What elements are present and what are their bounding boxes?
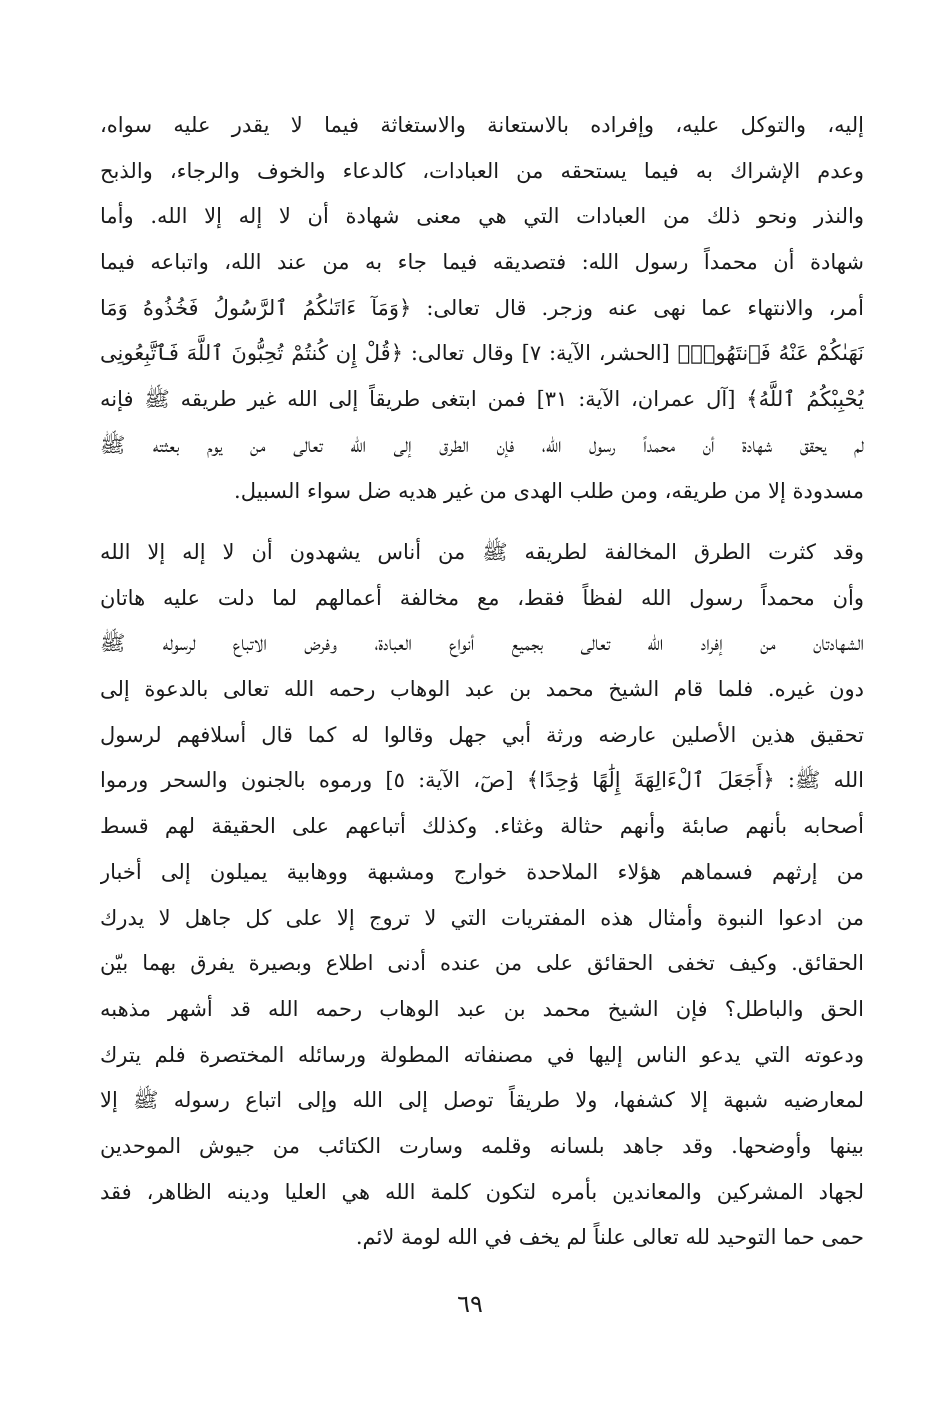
text-line: من ادعوا النبوة وأمثال هذه المفتريات التي لا تروج إلا على كل جاهل لا يدرك xyxy=(100,905,864,930)
text-line: وأن محمداً رسول الله لفظاً فقط، مع مخالفة أعمالهم لما دلت عليه هاتان xyxy=(100,585,864,610)
text-line: شهادة أن محمداً رسول الله: فتصديقه فيما جاء به من عند الله، واتباعه فيما xyxy=(100,250,864,275)
text-line: يُحْبِبْكُمُ ٱللَّهُ﴾ [آل عمران، الآية: ٣١] فمن ابتغى طريقاً إلى الله غير طريقه ﷺ فإنه xyxy=(100,387,864,412)
paragraph-1 xyxy=(100,103,864,514)
text-line: الحق والباطل؟ فإن الشيخ محمد بن عبد الوهاب رحمه الله قد أشهر مذهبه xyxy=(100,996,864,1021)
text-line: بينها وأوضحها. وقد جاهد بلسانه وقلمه وسارت الكتائب من جيوش الموحدين xyxy=(100,1133,864,1158)
text-line: ودعوته التي يدعو الناس إليها في مصنفاته المطولة ورسائله المختصرة فلم يترك xyxy=(100,1042,864,1067)
text-line: لمعارضيه شبهة إلا كشفها، ولا طريقاً توصل إلى الله وإلى اتباع رسوله ﷺ إلا xyxy=(100,1088,864,1113)
text-line: أمر، والانتهاء عما نهى عنه وزجر. قال تعالى: ﴿وَمَآ ءَاتَىٰكُمُ ٱلرَّسُولُ فَخُذُوهُ وَمَا xyxy=(100,295,864,320)
text-line: من إرثهم فسماهم هؤلاء الملاحدة خوارج ومشبهة ووهابية يميلون إلى أخبار xyxy=(100,859,864,884)
text-line: وعدم الإشراك به فيما يستحقه من العبادات، كالدعاء والخوف والرجاء، والذبح xyxy=(100,158,864,183)
paragraph-2 xyxy=(100,530,864,1261)
text-line: وقد كثرت الطرق المخالفة لطريقه ﷺ من أناس يشهدون أن لا إله إلا الله xyxy=(100,540,864,564)
text-line: تحقيق هذين الأصلين عارضه ورثة أبي جهل وقالوا له كما قال أسلافهم لرسول xyxy=(100,722,864,747)
text-line: لم يحقق شهادة أن محمداً رسول الله، فإن الطرق إلى الله تعالى من يوم بعثته ﷺ xyxy=(100,432,864,457)
text-line: الحقائق. وكيف تخفى الحقائق على من عنده أدنى اطلاع وبصيرة يفرق بهما بيّن xyxy=(100,951,864,976)
text-line: والنذر ونحو ذلك من العبادات التي هي معنى شهادة أن لا إله إلا الله. وأما xyxy=(100,204,864,229)
text-line: الشهادتان من إفراد الله تعالى بجميع أنواع العبادة، وفرض الاتباع لرسوله ﷺ xyxy=(100,631,864,656)
text-line: دون غيره. فلما قام الشيخ محمد بن عبد الوهاب رحمه الله تعالى بالدعوة إلى xyxy=(100,677,864,702)
text-line: لجهاد المشركين والمعاندين بأمره لتكون كلمة الله هي العليا ودينه الظاهر، فقد xyxy=(100,1179,864,1204)
text-line: حمى حما التوحيد لله تعالى علناً لم يخف في الله لومة لائم. xyxy=(355,1225,864,1250)
text-line: الله ﷺ: ﴿أَجَعَلَ ٱلْءَالِهَةَ إِلَٰهًا وَٰحِدًا﴾ [صٓ، الآية: ٥] ورموه بالجنون والسحر ورموا xyxy=(100,768,864,793)
text-line: مسدودة إلا من طريقه، ومن طلب الهدى من غير هديه ضل سواء السبيل. xyxy=(234,478,864,503)
text-line: نَهَىٰكُمْ عَنْهُ فَٱنتَهُوا۟﴾ [الحشر، الآية: ٧] وقال تعالى: ﴿قُلْ إِن كُنتُمْ تُحِبُّونَ ٱللَّهَ فَٱتَّبِعُونِى xyxy=(100,341,864,366)
text-line: أصحابه بأنهم صابئة وأنهم حثالة وغثاء. وكذلك أتباعهم على الحقيقة لهم قسط xyxy=(100,814,864,839)
text-line: إليه، والتوكل عليه، وإفراده بالاستعانة والاستغاثة فيما لا يقدر عليه سواه، xyxy=(100,113,864,137)
page-number: ٦٩ xyxy=(457,1290,483,1318)
